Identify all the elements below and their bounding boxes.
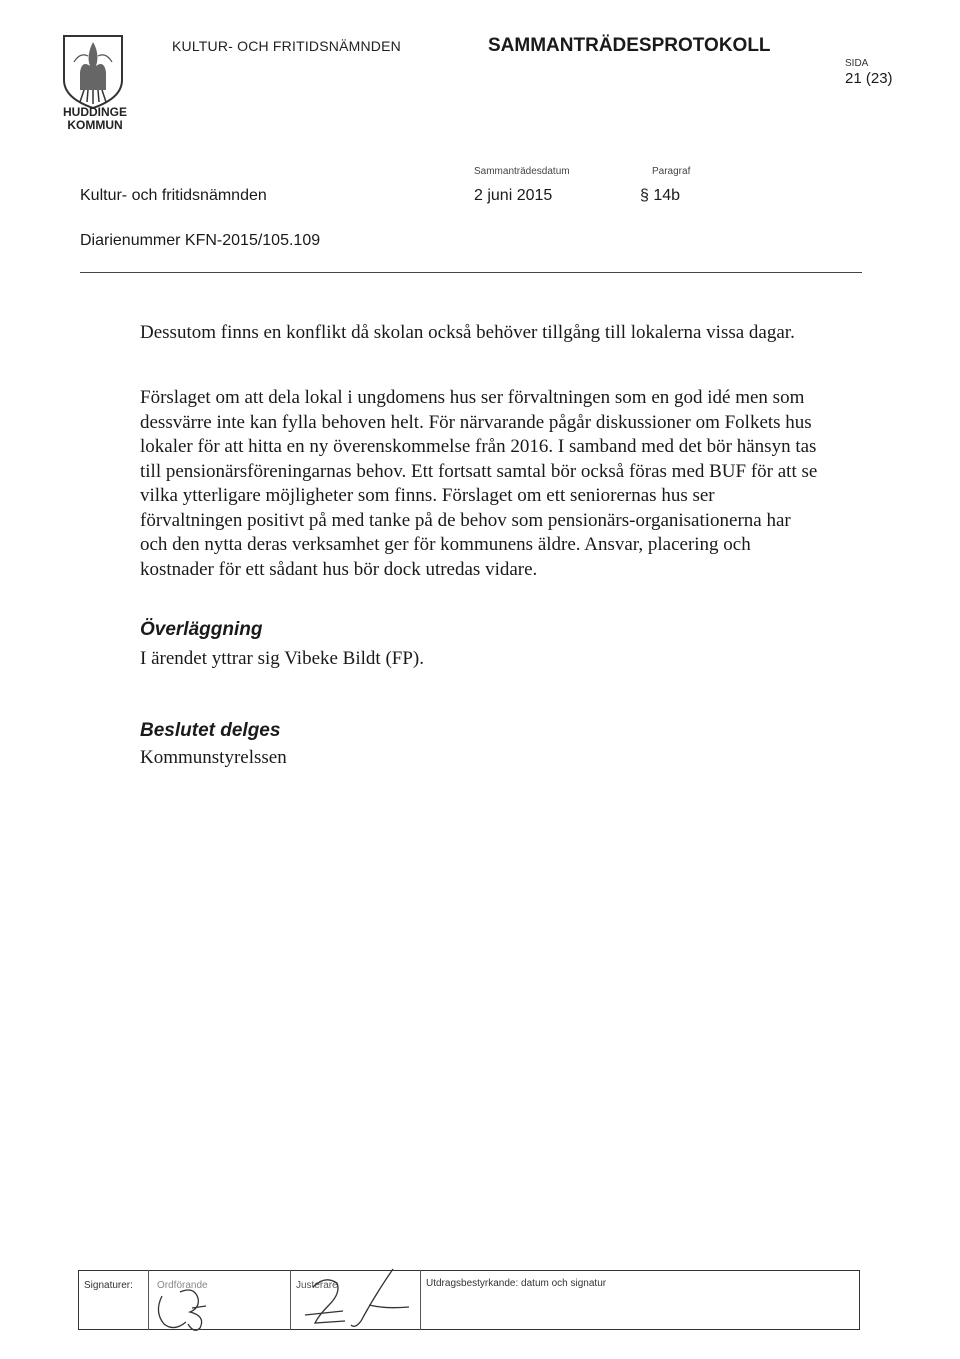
municipality-name-line1: HUDDINGE (62, 105, 127, 119)
beslutet-text: Kommunstyrelssen (140, 747, 287, 768)
overlaggning-text: I ärendet yttrar sig Vibeke Bildt (FP). (140, 648, 424, 669)
overlaggning-heading: Överläggning (140, 619, 263, 640)
municipality-name (50, 106, 140, 132)
beslutet-heading: Beslutet delges (140, 720, 281, 741)
document-title: SAMMANTRÄDESPROTOKOLL (488, 35, 771, 56)
page-number: 21 (23) (845, 70, 893, 87)
municipality-name-line2: KOMMUN (67, 118, 123, 132)
adjuster-signature (285, 1265, 425, 1335)
body-paragraph-2: Förslaget om att dela lokal i ungdomens hus ser förvaltningen som en god idé men som dessvärre inte kan fylla behoven helt. För närvarande pågår diskussioner om Folkets hus lokaler för att hitta en ny överenskommelse från 2016. I samband med det bör hänsyn tas till pensionärsföreningarnas behov. Ett fortsatt samtal bör också föras med BUF för att se vilka ytterligare möjligheter som finns. Förslaget om ett seniorernas hus ser förvaltningen positivt på med tanke på de behov som pensionärs-organisationerna har och den nytta deras verksamhet ger för kommunens äldre. Ansvar, placering och kostnader för ett sådant hus bör dock utredas vidare. (140, 387, 818, 580)
municipal-crest-icon (60, 32, 126, 110)
adjuster-label: Justerare (296, 1280, 338, 1291)
body-paragraph-1: Dessutom finns en konflikt då skolan också behöver tillgång till lokalerna vissa dagar. (140, 322, 795, 343)
header-divider (80, 272, 862, 273)
meeting-date: 2 juni 2015 (474, 187, 553, 204)
extract-certification-label: Utdragsbestyrkande: datum och signatur (426, 1278, 607, 1289)
diary-number: Diarienummer KFN-2015/105.109 (80, 232, 321, 249)
chairman-signature (150, 1278, 250, 1334)
chairman-label: Ordförande (157, 1280, 208, 1291)
paragraph-label: Paragraf (652, 166, 691, 177)
meeting-date-label: Sammanträdesdatum (474, 166, 570, 177)
paragraph-number: § 14b (640, 187, 681, 204)
signature-divider (148, 1270, 149, 1330)
signatures-label: Signaturer: (84, 1280, 133, 1291)
committee-name: Kultur- och fritidsnämnden (80, 187, 267, 204)
committee-header: KULTUR- OCH FRITIDSNÄMNDEN (172, 38, 401, 54)
page-label: SIDA (845, 58, 869, 69)
